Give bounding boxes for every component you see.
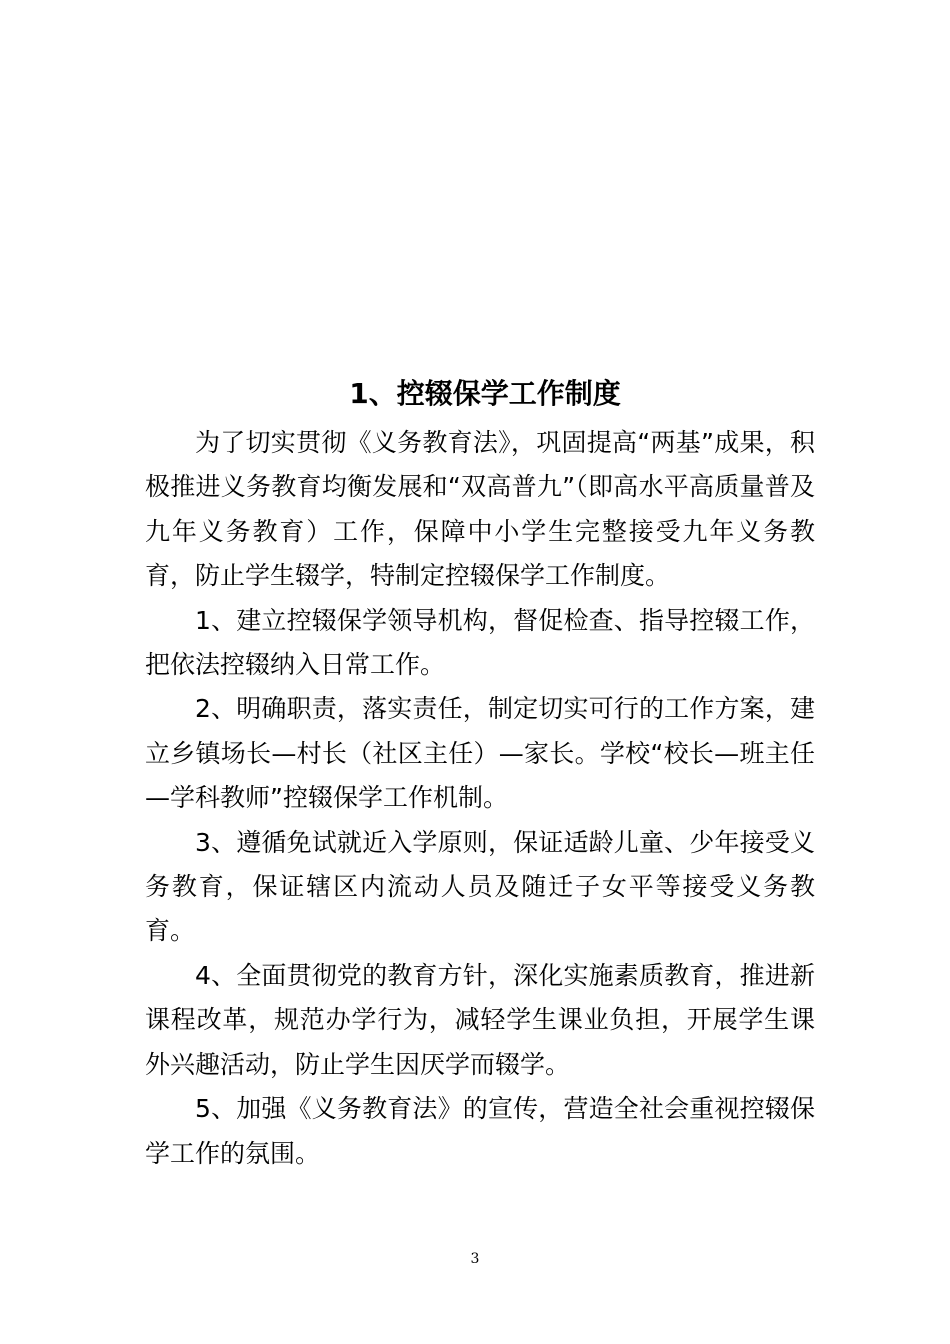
document-title: 1、控辍保学工作制度	[349, 377, 621, 410]
page-number: 3	[470, 1251, 480, 1267]
paragraph-item-3: 3、遵循免试就近入学原则，保证适龄儿童、少年接受义务教育，保证辖区内流动人员及随迁子女平等接受义务教育。	[145, 827, 815, 946]
paragraph-item-5: 5、加强《义务教育法》的宣传，营造全社会重视控辍保学工作的氛围。	[145, 1094, 815, 1168]
paragraph-item-4: 4、全面贯彻党的教育方针，深化实施素质教育，推进新课程改革，规范办学行为，减轻学生课业负担，开展学生课外兴趣活动，防止学生因厌学而辍学。	[145, 960, 815, 1079]
paragraph-item-2: 2、明确职责，落实责任，制定切实可行的工作方案，建立乡镇场长—村长（社区主任）—家长。学校“校长—班主任—学科教师”控辍保学工作机制。	[145, 694, 815, 813]
document-body	[145, 421, 815, 1176]
paragraph-intro: 为了切实贯彻《义务教育法》，巩固提高“两基”成果，积极推进义务教育均衡发展和“双高普九”（即高水平高质量普及九年义务教育）工作，保障中小学生完整接受九年义务教育，防止学生辍学，特制定控辍保学工作制度。	[145, 428, 815, 591]
paragraph-item-1: 1、建立控辍保学领导机构，督促检查、指导控辍工作，把依法控辍纳入日常工作。	[145, 605, 815, 680]
